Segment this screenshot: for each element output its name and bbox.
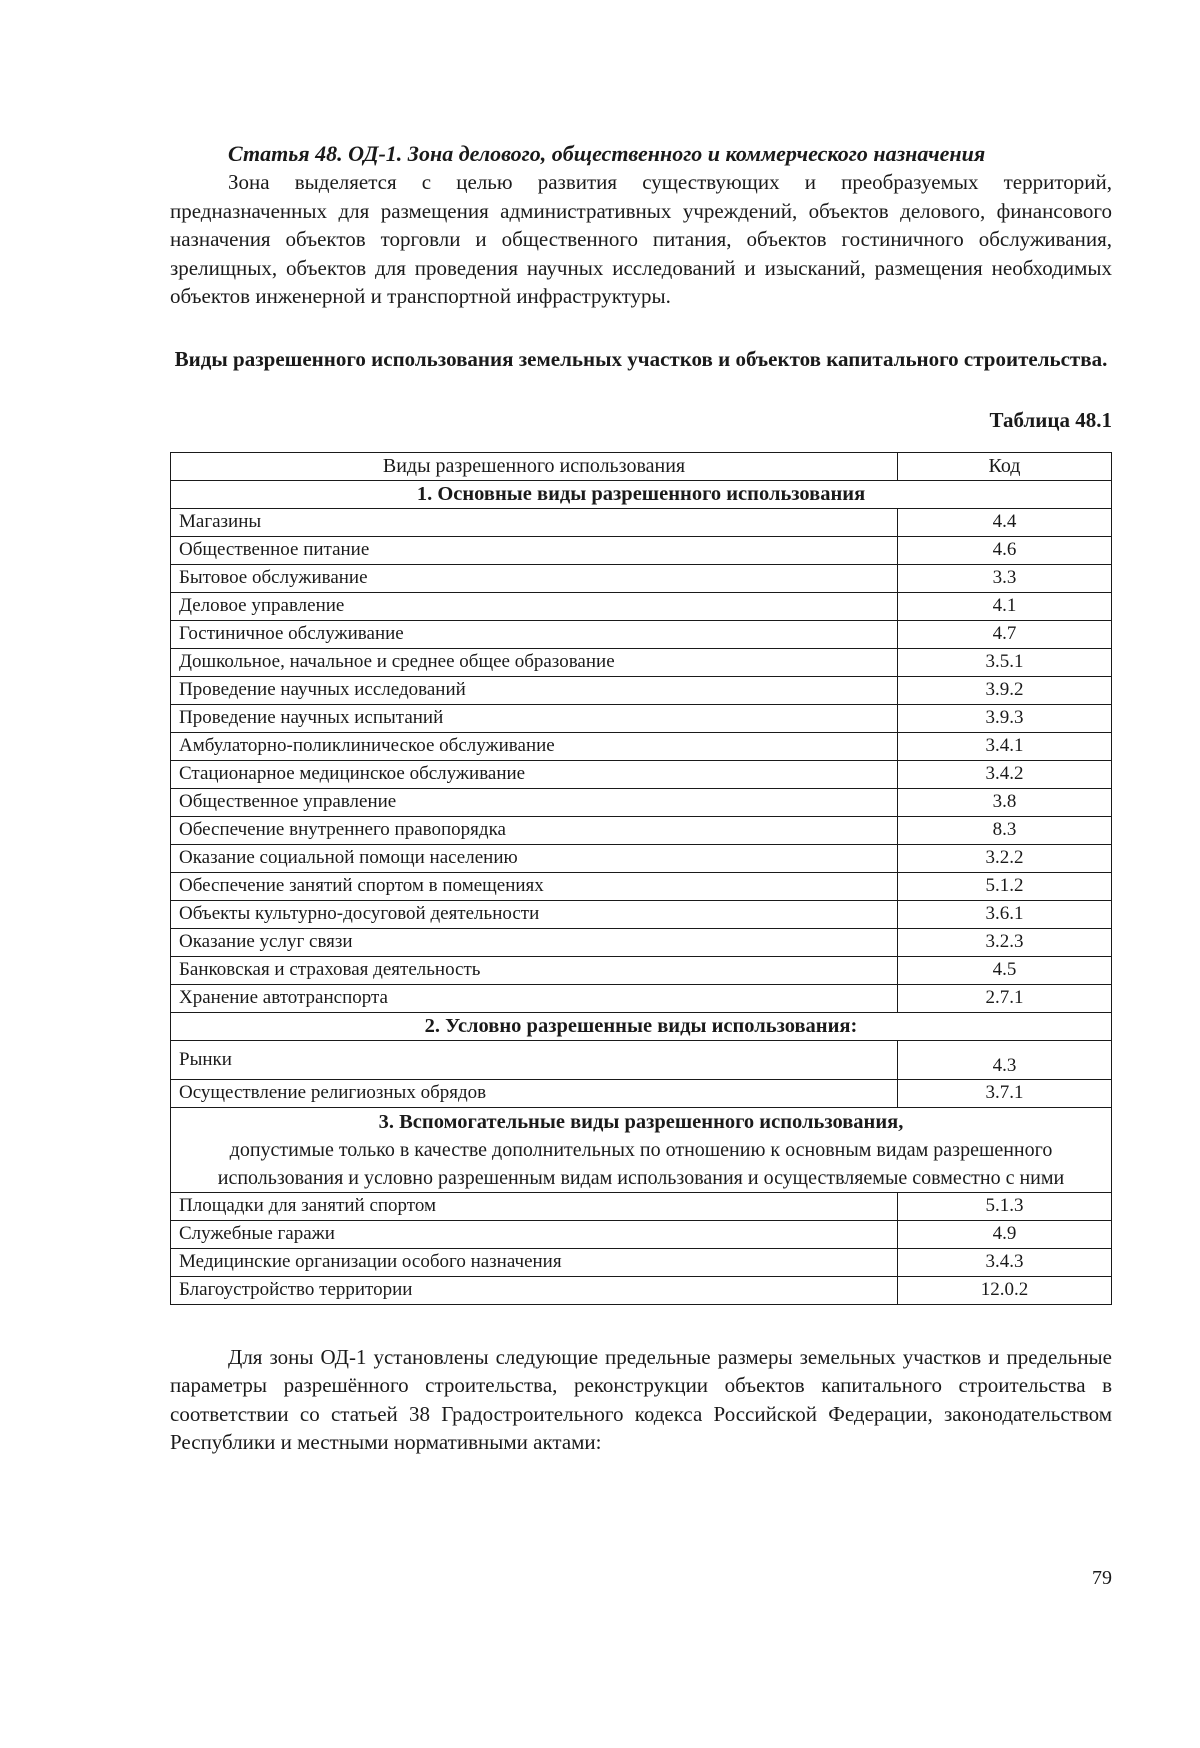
use-name: Благоустройство территории [171,1276,898,1304]
table-row [171,732,1112,760]
table-row [171,592,1112,620]
use-code: 4.7 [898,620,1112,648]
use-code: 4.6 [898,536,1112,564]
table-row [171,788,1112,816]
use-name: Служебные гаражи [171,1220,898,1248]
table-row [171,1220,1112,1248]
use-name: Проведение научных испытаний [171,704,898,732]
use-name: Осуществление религиозных обрядов [171,1079,898,1107]
use-code: 4.4 [898,508,1112,536]
use-name: Банковская и страховая деятельность [171,956,898,984]
table-row [171,536,1112,564]
table-row [171,704,1112,732]
table-row [171,872,1112,900]
table-caption: Таблица 48.1 [989,407,1112,432]
table-row [171,676,1112,704]
use-name: Дошкольное, начальное и среднее общее образование [171,648,898,676]
use-code: 4.9 [898,1220,1112,1248]
table-row [171,508,1112,536]
use-name: Обеспечение внутреннего правопорядка [171,816,898,844]
table-row [171,1040,1112,1079]
use-name: Хранение автотранспорта [171,984,898,1012]
section-row-auxiliary [171,1107,1112,1192]
section-cell-auxiliary [171,1107,1112,1192]
use-name: Обеспечение занятий спортом в помещениях [171,872,898,900]
section-heading: Виды разрешенного использования земельных участков и объектов капитального строительства. [174,346,1108,371]
use-code: 3.9.2 [898,676,1112,704]
use-name: Деловое управление [171,592,898,620]
table-row [171,1276,1112,1304]
use-name: Медицинские организации особого назначения [171,1248,898,1276]
closing-paragraph: Для зоны ОД-1 установлены следующие предельные размеры земельных участков и предельные параметры разрешённого строительства, реконструкции объектов капитального строительства в соответствии со статьей 38 Градостроительного кодекса Российской Федерации, законодательством Республики и местными нормативными актами: [170,1344,1112,1454]
section-title-conditional: 2. Условно разрешенные виды использования: [171,1012,1112,1040]
use-code: 3.8 [898,788,1112,816]
use-name: Стационарное медицинское обслуживание [171,760,898,788]
use-name: Оказание услуг связи [171,928,898,956]
document-page [170,140,1112,1457]
table-row [171,984,1112,1012]
page-number: 79 [1092,1567,1112,1589]
use-code: 12.0.2 [898,1276,1112,1304]
use-code: 3.4.1 [898,732,1112,760]
section-title-main: 1. Основные виды разрешенного использования [171,480,1112,508]
use-code: 4.3 [898,1040,1112,1079]
table-row [171,1192,1112,1220]
use-code: 3.7.1 [898,1079,1112,1107]
use-name: Амбулаторно-поликлиническое обслуживание [171,732,898,760]
table-row [171,760,1112,788]
use-name: Гостиничное обслуживание [171,620,898,648]
table-row [171,1248,1112,1276]
use-name: Рынки [171,1040,898,1079]
use-code: 3.4.2 [898,760,1112,788]
use-code: 5.1.3 [898,1192,1112,1220]
use-code: 4.5 [898,956,1112,984]
table-row [171,956,1112,984]
section-row-main [171,480,1112,508]
use-code: 3.2.2 [898,844,1112,872]
use-code: 3.3 [898,564,1112,592]
table-row [171,844,1112,872]
use-name: Общественное управление [171,788,898,816]
use-name: Бытовое обслуживание [171,564,898,592]
section-row-conditional [171,1012,1112,1040]
table-row [171,564,1112,592]
use-code: 3.4.3 [898,1248,1112,1276]
table-header-row [171,452,1112,480]
section-title-auxiliary: 3. Вспомогательные виды разрешенного использования, [378,1110,904,1133]
use-name: Магазины [171,508,898,536]
use-code: 3.9.3 [898,704,1112,732]
use-name: Площадки для занятий спортом [171,1192,898,1220]
section-description-auxiliary: допустимые только в качестве дополнительных по отношению к основным видам разрешенного использования и условно разрешенным видам использования и осуществляемые совместно с ними [217,1138,1065,1189]
article-title: Статья 48. ОД-1. Зона делового, общественного и коммерческого назначения [228,141,986,166]
article-intro: Зона выделяется с целью развития существующих и преобразуемых территорий, предназначенных для размещения административных учреждений, объектов делового, финансового назначения объектов торговли и общественного питания, объектов гостиничного обслуживания, зрелищных, объектов для проведения научных исследований и изысканий, размещения необходимых объектов инженерной и транспортной инфраструктуры. [170,170,1112,308]
table-row [171,1079,1112,1107]
use-name: Проведение научных исследований [171,676,898,704]
table-row [171,900,1112,928]
use-name: Объекты культурно-досуговой деятельности [171,900,898,928]
header-use: Виды разрешенного использования [171,452,898,480]
table-row [171,928,1112,956]
table-row [171,620,1112,648]
use-name: Оказание социальной помощи населению [171,844,898,872]
table-row [171,816,1112,844]
use-code: 3.6.1 [898,900,1112,928]
table-row [171,648,1112,676]
use-code: 3.5.1 [898,648,1112,676]
use-code: 2.7.1 [898,984,1112,1012]
header-code: Код [898,452,1112,480]
permitted-uses-table [170,452,1112,1305]
use-code: 5.1.2 [898,872,1112,900]
use-name: Общественное питание [171,536,898,564]
use-code: 4.1 [898,592,1112,620]
use-code: 8.3 [898,816,1112,844]
use-code: 3.2.3 [898,928,1112,956]
